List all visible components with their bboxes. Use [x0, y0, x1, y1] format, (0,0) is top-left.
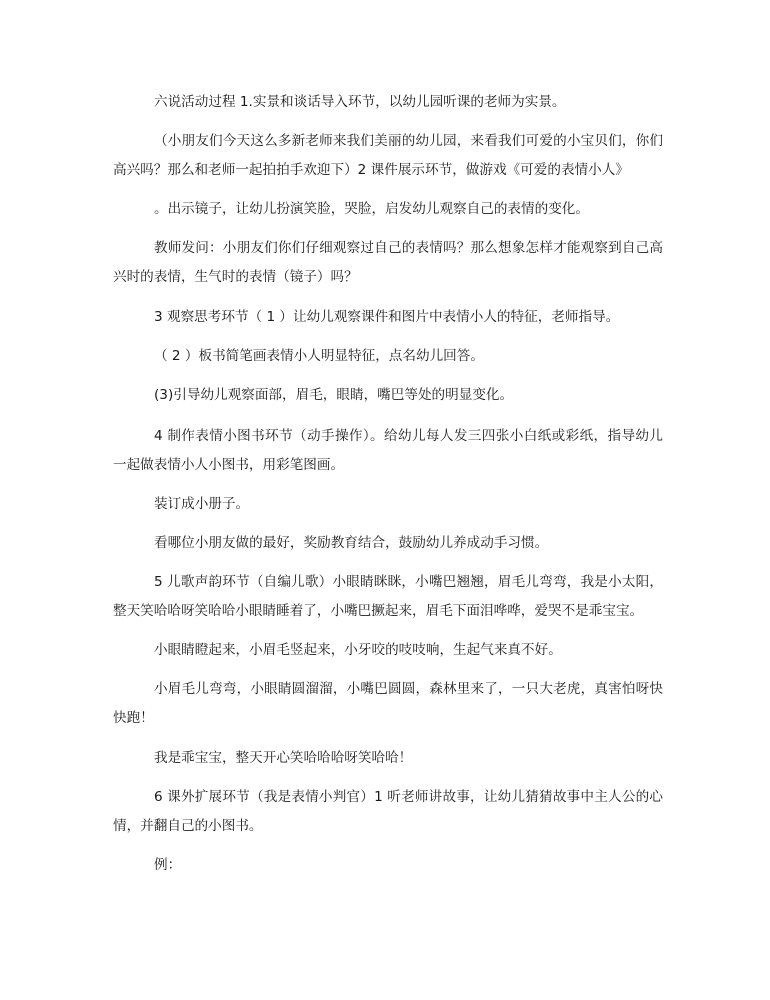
paragraph-14: 我是乖宝宝，整天开心笑哈哈哈呀笑哈哈！ — [154, 750, 413, 766]
paragraph-15: 6 课外扩展环节（我是表情小判官）1 听老师讲故事，让幼儿猜猜故事中主人公的心情，并翻自己的小图书。 — [113, 789, 663, 834]
paragraph-5: 3 观察思考环节（ 1 ）让幼儿观察课件和图片中表情小人的特征，老师指导。 — [154, 309, 620, 325]
paragraph-11: 5 儿歌声韵环节（自编儿歌）小眼睛眯眯，小嘴巴翘翘，眉毛儿弯弯，我是小太阳，整天笑哈哈呀笑哈哈小眼睛睡着了，小嘴巴撅起来，眉毛下面泪哗哗，爱哭不是乖宝宝。 — [113, 574, 663, 619]
paragraph-8: 4 制作表情小图书环节（动手操作）。给幼儿每人发三四张小白纸或彩纸，指导幼儿一起做表情小人小图书，用彩笔图画。 — [113, 428, 663, 473]
paragraph-6: （ 2 ）板书简笔画表情小人明显特征，点名幼儿回答。 — [154, 348, 484, 364]
paragraph-2: （小朋友们今天这么多新老师来我们美丽的幼儿园，来看我们可爱的小宝贝们，你们高兴吗？那么和老师一起拍拍手欢迎下）2 课件展示环节，做游戏《可爱的表情小人》 — [113, 133, 663, 178]
paragraph-7: (3)引导幼儿观察面部，眉毛，眼睛，嘴巴等处的明显变化。 — [154, 387, 514, 403]
paragraph-3: 。出示镜子，让幼儿扮演笑脸，哭脸，启发幼儿观察自己的表情的变化。 — [154, 201, 589, 217]
paragraph-16: 例： — [154, 857, 182, 873]
paragraph-10: 看哪位小朋友做的最好，奖励教育结合，鼓励幼儿养成动手习惯。 — [154, 535, 549, 551]
paragraph-13: 小眉毛儿弯弯，小眼睛圆溜溜，小嘴巴圆圆，森林里来了，一只大老虎，真害怕呀快快跑！ — [113, 681, 663, 726]
paragraph-12: 小眼睛瞪起来，小眉毛竖起来，小牙咬的吱吱响，生起气来真不好。 — [154, 642, 562, 658]
paragraph-4: 教师发问：小朋友们你们仔细观察过自己的表情吗？那么想象怎样才能观察到自己高兴时的表情，生气时的表情（镜子）吗？ — [113, 240, 663, 285]
paragraph-1: 六说活动过程 1.实景和谈话导入环节，以幼儿园听课的老师为实景。 — [154, 94, 566, 110]
paragraph-9: 装订成小册子。 — [154, 496, 250, 512]
